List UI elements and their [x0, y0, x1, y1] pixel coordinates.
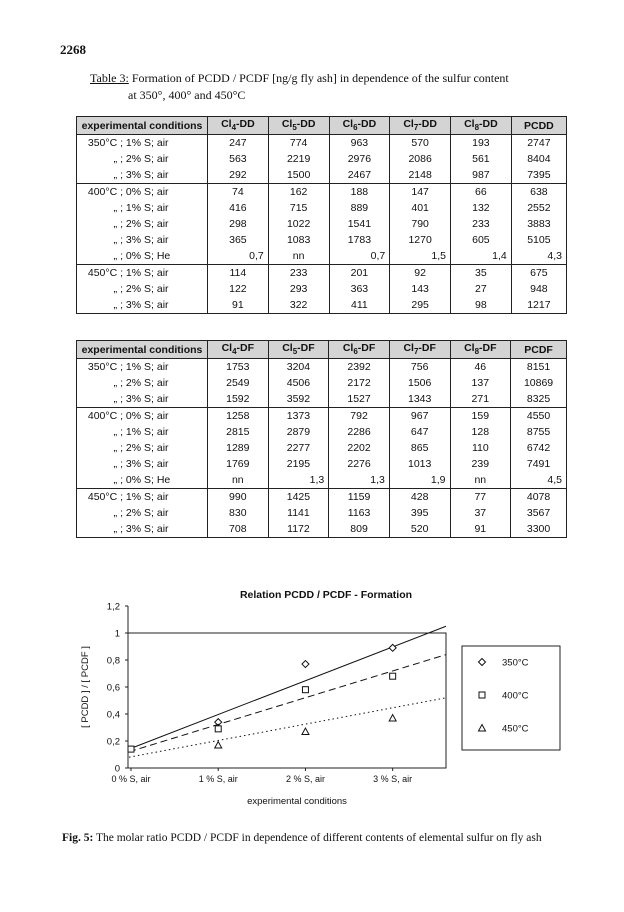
condition-text: 1% S; air	[123, 202, 169, 214]
trend-line-triangle	[129, 698, 446, 757]
value-cell: 715	[268, 200, 329, 216]
value-cell: 2549	[208, 375, 269, 391]
condition-cell	[77, 375, 208, 391]
pcdf-header-cell: $Cl_5-DF$	[268, 341, 329, 359]
condition-cell	[77, 359, 208, 376]
value-cell: 3567	[511, 505, 567, 521]
value-cell: 77	[450, 489, 511, 506]
value-cell: 1506	[389, 375, 450, 391]
value-cell: 790	[390, 216, 451, 232]
condition-cell	[77, 135, 208, 152]
condition-cell	[77, 456, 208, 472]
value-cell: 987	[451, 167, 512, 184]
value-cell: 708	[208, 521, 269, 538]
condition-temp: „ ;	[113, 202, 123, 214]
value-cell: 520	[389, 521, 450, 538]
value-cell: 2277	[268, 440, 329, 456]
table-row	[77, 297, 567, 314]
pcdf-header-cell: PCDF	[511, 341, 567, 359]
ratio-chart-svg	[76, 582, 576, 807]
condition-temp: „ ;	[113, 474, 123, 486]
value-cell: 1258	[208, 408, 269, 425]
value-cell: 66	[451, 184, 512, 201]
value-cell: 967	[389, 408, 450, 425]
condition-temp: „ ;	[113, 234, 123, 246]
table-caption	[90, 70, 509, 104]
table-row	[77, 167, 567, 184]
value-cell: 1,9	[389, 472, 450, 489]
figure-caption-text: The molar ratio PCDD / PCDF in dependence of different contents of elemental sulfur on fly ash	[93, 832, 542, 844]
value-cell: 1,3	[268, 472, 329, 489]
value-cell: 322	[268, 297, 329, 314]
value-cell: 91	[450, 521, 511, 538]
pcdd-header-cell: experimental conditions	[77, 117, 208, 135]
value-cell: 395	[389, 505, 450, 521]
value-cell: 2467	[329, 167, 390, 184]
table-caption-label: Table 3:	[90, 71, 129, 85]
table-row	[77, 248, 567, 265]
pcdd-header-cell: $Cl_5-DD$	[268, 117, 329, 135]
value-cell: 2392	[329, 359, 390, 376]
value-cell: 295	[390, 297, 451, 314]
value-cell: 865	[389, 440, 450, 456]
condition-text: 3% S; air	[123, 169, 169, 181]
value-cell: 8325	[511, 391, 567, 408]
data-point-square	[128, 746, 134, 752]
value-cell: nn	[208, 472, 269, 489]
condition-temp: 450°C ;	[87, 267, 123, 279]
table-row	[77, 456, 567, 472]
pcdf-header-cell: $Cl_4-DF$	[208, 341, 269, 359]
pcdf-header-cell: $Cl_6-DF$	[329, 341, 390, 359]
value-cell: 0,7	[208, 248, 269, 265]
condition-text: 0% S; He	[123, 474, 171, 486]
plot-frame	[128, 633, 446, 768]
value-cell: 188	[329, 184, 390, 201]
trend-line-diamond	[129, 626, 446, 749]
pcdd-table-body	[77, 135, 567, 314]
legend-label: 400°C	[502, 690, 529, 702]
pcdf-header-cell: $Cl_8-DF$	[450, 341, 511, 359]
value-cell: 561	[451, 151, 512, 167]
data-point-diamond	[389, 644, 396, 651]
value-cell: 2202	[329, 440, 390, 456]
condition-cell	[77, 521, 208, 538]
value-cell: 159	[450, 408, 511, 425]
value-cell: 792	[329, 408, 390, 425]
value-cell: 570	[390, 135, 451, 152]
value-cell: 365	[208, 232, 269, 248]
value-cell: 233	[451, 216, 512, 232]
value-cell: 963	[329, 135, 390, 152]
value-cell: 3204	[268, 359, 329, 376]
condition-text: 3% S; air	[123, 393, 169, 405]
value-cell: 1217	[511, 297, 566, 314]
value-cell: 4506	[268, 375, 329, 391]
condition-temp: „ ;	[113, 442, 123, 454]
value-cell: 2747	[511, 135, 566, 152]
value-cell: 3883	[511, 216, 566, 232]
value-cell: 239	[450, 456, 511, 472]
table-row	[77, 440, 567, 456]
value-cell: 10869	[511, 375, 567, 391]
y-tick-label: 0	[114, 763, 120, 775]
condition-cell	[77, 489, 208, 506]
value-cell: 122	[208, 281, 269, 297]
pcdd-table	[76, 116, 567, 314]
value-cell: 1769	[208, 456, 269, 472]
condition-cell	[77, 184, 208, 201]
condition-text: 3% S; air	[123, 523, 169, 535]
condition-text: 2% S; air	[123, 507, 169, 519]
condition-text: 0% S; air	[123, 186, 169, 198]
value-cell: 74	[208, 184, 269, 201]
value-cell: 8755	[511, 424, 567, 440]
value-cell: 2815	[208, 424, 269, 440]
y-tick-label: 1,2	[106, 601, 120, 613]
x-tick-label: 2 % S, air	[285, 774, 325, 784]
value-cell: 8151	[511, 359, 567, 376]
value-cell: 143	[390, 281, 451, 297]
table-row	[77, 135, 567, 152]
condition-temp: „ ;	[113, 218, 123, 230]
value-cell: 1083	[268, 232, 329, 248]
value-cell: 1270	[390, 232, 451, 248]
condition-text: 1% S; air	[123, 267, 169, 279]
value-cell: 0,7	[329, 248, 390, 265]
value-cell: 292	[208, 167, 269, 184]
condition-temp: „ ;	[113, 458, 123, 470]
legend-label: 450°C	[502, 723, 529, 735]
data-point-square	[390, 673, 396, 679]
value-cell: 2879	[268, 424, 329, 440]
value-cell: 401	[390, 200, 451, 216]
pcdf-table-body	[77, 359, 567, 538]
value-cell: 1753	[208, 359, 269, 376]
data-point-triangle	[302, 728, 309, 735]
value-cell: 1541	[329, 216, 390, 232]
condition-temp: „ ;	[113, 426, 123, 438]
condition-text: 2% S; air	[123, 442, 169, 454]
value-cell: 92	[390, 265, 451, 282]
value-cell: 233	[268, 265, 329, 282]
condition-temp: „ ;	[113, 169, 123, 181]
condition-temp: „ ;	[113, 393, 123, 405]
value-cell: 2286	[329, 424, 390, 440]
value-cell: 809	[329, 521, 390, 538]
value-cell: 110	[450, 440, 511, 456]
chart-title: Relation PCDD / PCDF - Formation	[239, 589, 413, 601]
data-point-square	[302, 687, 308, 693]
table-row	[77, 265, 567, 282]
value-cell: 271	[450, 391, 511, 408]
y-tick-label: 0,2	[106, 736, 120, 748]
value-cell: 1373	[268, 408, 329, 425]
value-cell: 1343	[389, 391, 450, 408]
condition-temp: 450°C ;	[87, 491, 123, 503]
table-row	[77, 489, 567, 506]
value-cell: 37	[450, 505, 511, 521]
value-cell: 1141	[268, 505, 329, 521]
value-cell: 2552	[511, 200, 566, 216]
pcdd-header-cell: $Cl_7-DD$	[390, 117, 451, 135]
condition-temp: 350°C ;	[87, 361, 123, 373]
x-axis-label: experimental conditions	[247, 796, 347, 807]
value-cell: 5105	[511, 232, 566, 248]
y-axis-label: [ PCDD ] / [ PCDF ]	[80, 646, 91, 728]
value-cell: 3300	[511, 521, 567, 538]
table-row	[77, 472, 567, 489]
pcdd-header-cell: $Cl_6-DD$	[329, 117, 390, 135]
condition-cell	[77, 505, 208, 521]
value-cell: 411	[329, 297, 390, 314]
pcdf-table-header	[77, 341, 567, 359]
pcdd-header-cell: $Cl_8-DD$	[451, 117, 512, 135]
pcdd-header-cell: $Cl_4-DD$	[208, 117, 269, 135]
value-cell: 4550	[511, 408, 567, 425]
trend-line-square	[129, 655, 446, 752]
table-row	[77, 424, 567, 440]
condition-cell	[77, 281, 208, 297]
value-cell: 889	[329, 200, 390, 216]
condition-temp: „ ;	[113, 283, 123, 295]
condition-temp: 400°C ;	[87, 410, 123, 422]
condition-temp: 350°C ;	[87, 137, 123, 149]
pcdd-header-cell: PCDD	[511, 117, 566, 135]
condition-cell	[77, 472, 208, 489]
condition-cell	[77, 391, 208, 408]
data-point-triangle	[215, 742, 222, 749]
value-cell: 3592	[268, 391, 329, 408]
ratio-chart	[76, 582, 576, 807]
condition-text: 1% S; air	[123, 361, 169, 373]
value-cell: 1163	[329, 505, 390, 521]
x-tick-label: 1 % S, air	[198, 774, 238, 784]
value-cell: 137	[450, 375, 511, 391]
table-row	[77, 391, 567, 408]
value-cell: 162	[268, 184, 329, 201]
table-row	[77, 521, 567, 538]
value-cell: nn	[450, 472, 511, 489]
figure-caption-label: Fig. 5:	[62, 832, 94, 844]
value-cell: 4,3	[511, 248, 566, 265]
value-cell: 2276	[329, 456, 390, 472]
y-tick-label: 1	[114, 628, 120, 640]
value-cell: nn	[268, 248, 329, 265]
condition-text: 0% S; He	[123, 250, 171, 262]
table-row	[77, 281, 567, 297]
value-cell: 4,5	[511, 472, 567, 489]
condition-cell	[77, 151, 208, 167]
legend-label: 350°C	[502, 657, 529, 669]
value-cell: 201	[329, 265, 390, 282]
condition-temp: „ ;	[113, 507, 123, 519]
value-cell: 563	[208, 151, 269, 167]
value-cell: 7491	[511, 456, 567, 472]
value-cell: 948	[511, 281, 566, 297]
value-cell: 756	[389, 359, 450, 376]
x-tick-label: 0 % S, air	[111, 774, 151, 784]
value-cell: 114	[208, 265, 269, 282]
value-cell: 1289	[208, 440, 269, 456]
condition-text: 2% S; air	[123, 153, 169, 165]
value-cell: 1172	[268, 521, 329, 538]
value-cell: 98	[451, 297, 512, 314]
condition-temp: „ ;	[113, 250, 123, 262]
condition-text: 1% S; air	[123, 137, 169, 149]
value-cell: 8404	[511, 151, 566, 167]
value-cell: 1,5	[390, 248, 451, 265]
condition-cell	[77, 297, 208, 314]
value-cell: 35	[451, 265, 512, 282]
value-cell: 638	[511, 184, 566, 201]
value-cell: 27	[451, 281, 512, 297]
condition-text: 3% S; air	[123, 458, 169, 470]
pcdf-table	[76, 340, 567, 538]
condition-temp: „ ;	[113, 153, 123, 165]
condition-cell	[77, 167, 208, 184]
condition-temp: 400°C ;	[87, 186, 123, 198]
value-cell: 7395	[511, 167, 566, 184]
value-cell: 2086	[390, 151, 451, 167]
x-tick-label: 3 % S, air	[373, 774, 413, 784]
value-cell: 247	[208, 135, 269, 152]
condition-cell	[77, 408, 208, 425]
value-cell: 4078	[511, 489, 567, 506]
value-cell: 1500	[268, 167, 329, 184]
value-cell: 2195	[268, 456, 329, 472]
condition-cell	[77, 248, 208, 265]
value-cell: 147	[390, 184, 451, 201]
table-row	[77, 151, 567, 167]
table-row	[77, 232, 567, 248]
value-cell: 132	[451, 200, 512, 216]
pcdd-table-header	[77, 117, 567, 135]
value-cell: 1159	[329, 489, 390, 506]
value-cell: 675	[511, 265, 566, 282]
condition-temp: „ ;	[113, 299, 123, 311]
value-cell: 647	[389, 424, 450, 440]
value-cell: 830	[208, 505, 269, 521]
value-cell: 91	[208, 297, 269, 314]
value-cell: 1,4	[451, 248, 512, 265]
y-tick-label: 0,4	[106, 709, 120, 721]
value-cell: 363	[329, 281, 390, 297]
condition-cell	[77, 200, 208, 216]
value-cell: 1527	[329, 391, 390, 408]
condition-cell	[77, 424, 208, 440]
table-row	[77, 505, 567, 521]
condition-cell	[77, 216, 208, 232]
value-cell: 1783	[329, 232, 390, 248]
pcdf-header-cell: $Cl_7-DF$	[389, 341, 450, 359]
value-cell: 6742	[511, 440, 567, 456]
data-point-square	[215, 726, 221, 732]
value-cell: 605	[451, 232, 512, 248]
data-point-diamond	[302, 661, 309, 668]
condition-text: 2% S; air	[123, 218, 169, 230]
condition-text: 1% S; air	[123, 491, 169, 503]
value-cell: 46	[450, 359, 511, 376]
y-tick-label: 0,8	[106, 655, 120, 667]
table-row	[77, 408, 567, 425]
condition-text: 2% S; air	[123, 283, 169, 295]
condition-text: 2% S; air	[123, 377, 169, 389]
value-cell: 990	[208, 489, 269, 506]
page-number: 2268	[60, 42, 86, 57]
pcdf-header-cell: experimental conditions	[77, 341, 208, 359]
value-cell: 1022	[268, 216, 329, 232]
value-cell: 1425	[268, 489, 329, 506]
data-point-triangle	[389, 715, 396, 722]
value-cell: 428	[389, 489, 450, 506]
table-row	[77, 200, 567, 216]
condition-temp: „ ;	[113, 377, 123, 389]
condition-text: 0% S; air	[123, 410, 169, 422]
figure-caption	[62, 832, 542, 844]
value-cell: 2976	[329, 151, 390, 167]
value-cell: 1592	[208, 391, 269, 408]
table-row	[77, 375, 567, 391]
table-caption-text: Formation of PCDD / PCDF [ng/g fly ash] in dependence of the sulfur content	[128, 71, 509, 85]
value-cell: 298	[208, 216, 269, 232]
value-cell: 1,3	[329, 472, 390, 489]
value-cell: 128	[450, 424, 511, 440]
value-cell: 774	[268, 135, 329, 152]
condition-cell	[77, 440, 208, 456]
table-row	[77, 359, 567, 376]
condition-text: 3% S; air	[123, 234, 169, 246]
condition-cell	[77, 232, 208, 248]
legend-marker-square	[479, 692, 485, 698]
condition-temp: „ ;	[113, 523, 123, 535]
condition-text: 1% S; air	[123, 426, 169, 438]
condition-cell	[77, 265, 208, 282]
value-cell: 193	[451, 135, 512, 152]
y-tick-label: 0,6	[106, 682, 120, 694]
table-row	[77, 184, 567, 201]
value-cell: 293	[268, 281, 329, 297]
table-caption-line2: at 350°, 400° and 450°C	[128, 88, 246, 102]
value-cell: 1013	[389, 456, 450, 472]
condition-text: 3% S; air	[123, 299, 169, 311]
value-cell: 2148	[390, 167, 451, 184]
value-cell: 416	[208, 200, 269, 216]
value-cell: 2219	[268, 151, 329, 167]
table-row	[77, 216, 567, 232]
value-cell: 2172	[329, 375, 390, 391]
